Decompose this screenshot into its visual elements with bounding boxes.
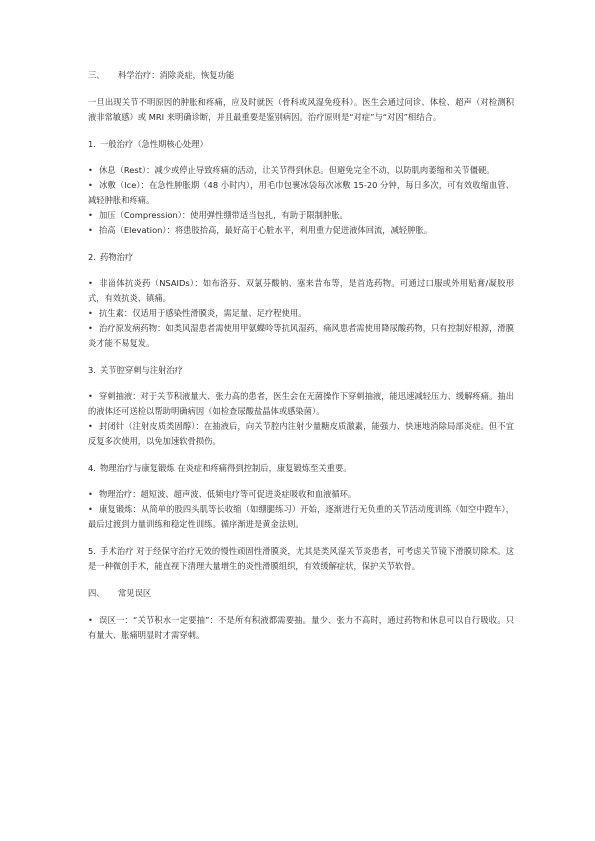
bullet-icon: • bbox=[88, 421, 93, 431]
list-item-text: 物理治疗：超短波、超声波、低频电疗等可促进炎症吸收和血液循环。 bbox=[99, 489, 357, 499]
bullet-icon: • bbox=[88, 615, 93, 625]
list-item-text: 加压（Compression）：使用弹性绷带适当包扎，有助于限制肿胀。 bbox=[99, 210, 348, 220]
subheading-title: 药物治疗 bbox=[100, 252, 134, 262]
spacer bbox=[88, 532, 514, 544]
subheading-title: 一般治疗（急性期核心处理） bbox=[100, 139, 208, 149]
document-page bbox=[88, 68, 514, 643]
subheading-drug-treatment bbox=[88, 250, 514, 265]
list-item-text: 休息（Rest）：减少或停止导致疼痛的活动，让关节得到休息。但避免完全不动，以防肌肉萎缩和关节僵硬。 bbox=[99, 165, 495, 175]
list-item-text: 非甾体抗炎药（NSAIDs）：如布洛芬、双氯芬酸钠、塞来昔布等，是首选药物。可通过口服或外用贴膏/凝胶形式，有效抗炎、镇痛。 bbox=[88, 278, 514, 303]
list-item-text: 抬高（Elevation）：将患肢抬高，最好高于心脏水平，利用重力促进液体回流，减轻肿胀。 bbox=[99, 225, 433, 235]
list-item bbox=[88, 419, 514, 449]
list-item bbox=[88, 208, 514, 223]
bullet-icon: • bbox=[88, 225, 93, 235]
list-item bbox=[88, 276, 514, 306]
subheading-number: 4. bbox=[88, 463, 96, 473]
subheading-number: 3. bbox=[88, 365, 96, 375]
bullet-icon: • bbox=[88, 489, 93, 499]
subheading-title: 关节腔穿刺与注射治疗 bbox=[100, 365, 183, 375]
bullet-icon: • bbox=[88, 391, 93, 401]
subheading-number: 2. bbox=[88, 252, 96, 262]
bullet-icon: • bbox=[88, 323, 93, 333]
spacer bbox=[88, 449, 514, 461]
list-item bbox=[88, 389, 514, 419]
bullet-icon: • bbox=[88, 165, 93, 175]
list-item-text: 治疗原发病药物：如类风湿患者需使用甲氨蝶呤等抗风湿药，痛风患者需使用降尿酸药物，只有控制好根源，滑膜炎才能不易复发。 bbox=[88, 323, 514, 348]
section-title: 科学治疗：消除炎症，恢复功能 bbox=[118, 70, 235, 80]
section-number: 三、 bbox=[88, 70, 105, 80]
paragraph-text: 手术治疗 对于经保守治疗无效的慢性顽固性滑膜炎，尤其是类风湿关节炎患者，可考虑关节镜下滑膜切除术。这是一种微创手术，能直视下清理大量增生的炎性滑膜组织，有效缓解症状，保护关节软骨。 bbox=[88, 546, 514, 571]
list-item-text: 冰敷（Ice）：在急性肿胀期（48 小时内），用毛巾包裹冰袋每次冰敷 15-20 分钟，每日多次，可有效收缩血管、减轻肿胀和疼痛。 bbox=[88, 180, 514, 205]
bullet-icon: • bbox=[88, 210, 93, 220]
bullet-icon: • bbox=[88, 308, 93, 318]
spacer bbox=[88, 238, 514, 250]
subheading-joint-puncture bbox=[88, 363, 514, 378]
subheading-number: 5. bbox=[88, 546, 96, 556]
bullet-icon: • bbox=[88, 180, 93, 190]
section-number: 四、 bbox=[88, 588, 105, 598]
spacer bbox=[88, 351, 514, 363]
section-four-heading bbox=[88, 586, 514, 601]
list-item bbox=[88, 223, 514, 238]
list-item-text: 封闭针（注射皮质类固醇）：在抽液后，向关节腔内注射少量糖皮质激素，能强力、快速地消除局部炎症。但不宜反复多次使用，以免加速软骨损伤。 bbox=[88, 421, 514, 446]
bullet-icon: • bbox=[88, 504, 93, 514]
spacer bbox=[88, 574, 514, 586]
paragraph-surgery bbox=[88, 544, 514, 574]
subheading-general-treatment bbox=[88, 137, 514, 152]
list-item bbox=[88, 613, 514, 643]
list-item bbox=[88, 487, 514, 502]
section-three-intro: 一旦出现关节不明原因的肿胀和疼痛，应及时就医（骨科或风湿免疫科）。医生会通过问诊、体检、超声（对检测积液非常敏感）或 MRI 来明确诊断，并且最重要是鉴别病因。治疗原则是“对症”与“对因”相结合。 bbox=[88, 97, 514, 122]
subheading-number: 1. bbox=[88, 139, 96, 149]
subheading-physical-therapy bbox=[88, 461, 514, 476]
subheading-title: 物理治疗与康复锻炼 在炎症和疼痛得到控制后，康复锻炼至关重要。 bbox=[100, 463, 352, 473]
list-item bbox=[88, 306, 514, 321]
section-three-heading bbox=[88, 68, 514, 83]
bullet-icon: • bbox=[88, 278, 93, 288]
list-item-text: 康复锻炼：从简单的股四头肌等长收缩（如绷腿练习）开始，逐渐进行无负重的关节活动度训练（如空中蹬车），最后过渡到力量训练和稳定性训练。循序渐进是黄金法则。 bbox=[88, 504, 514, 529]
list-item-text: 穿刺抽液：对于关节积液量大、张力高的患者，医生会在无菌操作下穿刺抽液，能迅速减轻压力、缓解疼痛。抽出的液体还可送检以帮助明确病因（如检查尿酸盐晶体或感染菌）。 bbox=[88, 391, 514, 416]
list-item bbox=[88, 321, 514, 351]
list-item bbox=[88, 163, 514, 178]
list-item bbox=[88, 178, 514, 208]
list-item-text: 抗生素：仅适用于感染性滑膜炎，需足量、足疗程使用。 bbox=[99, 308, 307, 318]
list-item-text: 误区一：“关节积水一定要抽”：不是所有积液都需要抽。量少、张力不高时，通过药物和休息可以自行吸收。只有量大、胀痛明显时才需穿刺。 bbox=[88, 615, 514, 640]
section-title: 常见误区 bbox=[118, 588, 152, 598]
list-item bbox=[88, 502, 514, 532]
